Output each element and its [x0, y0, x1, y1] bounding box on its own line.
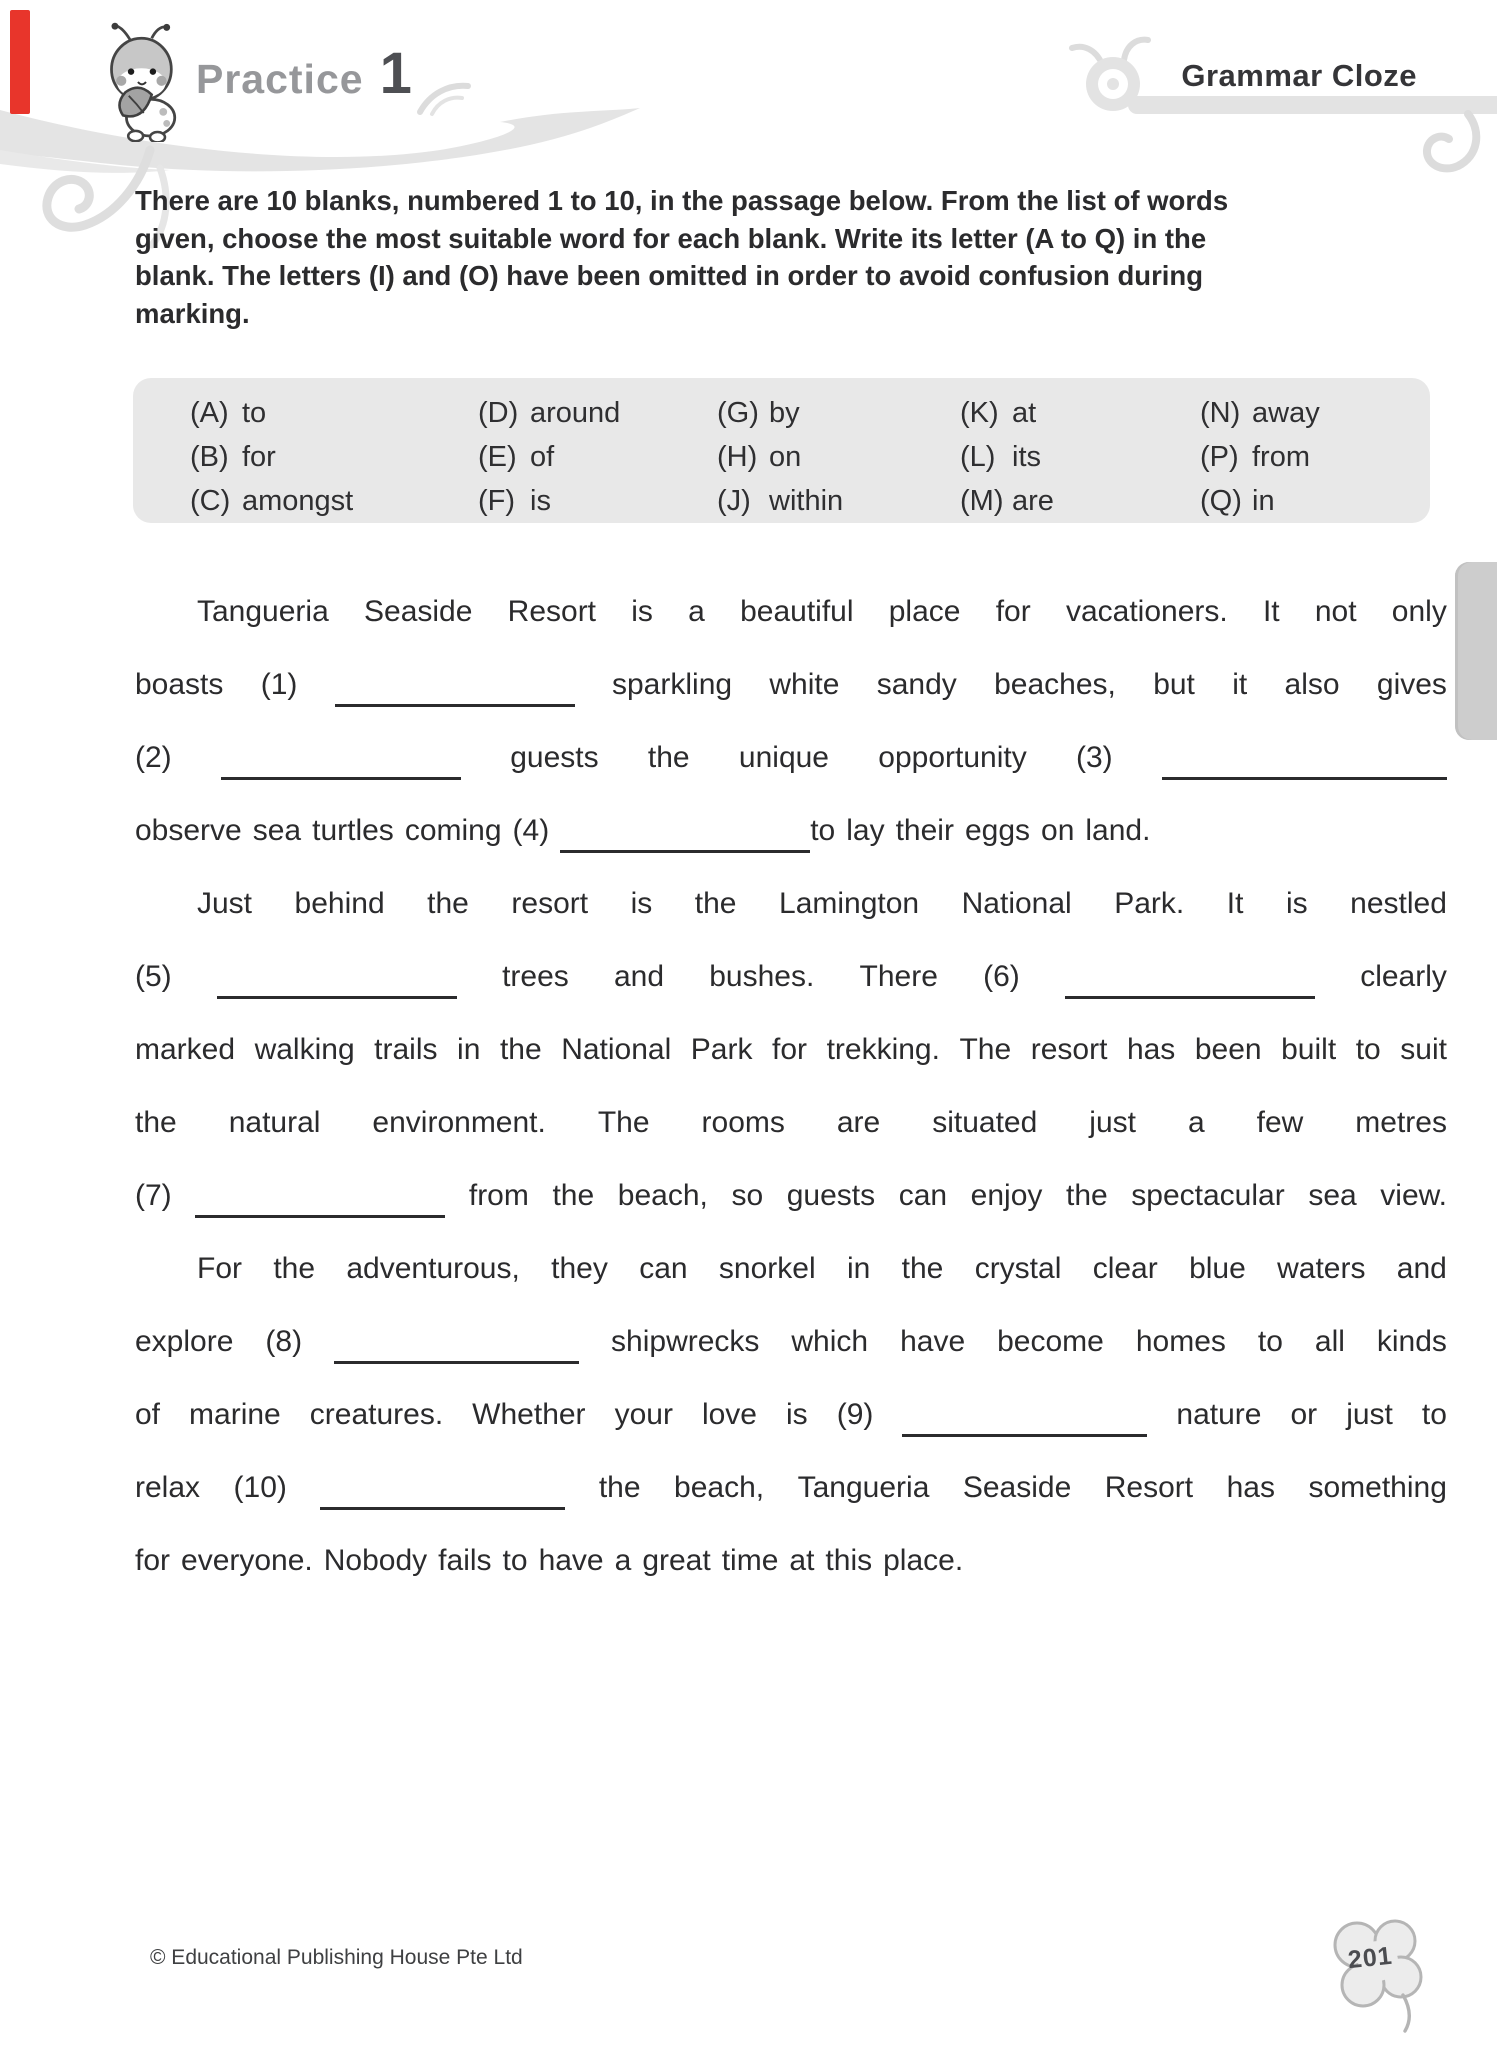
- passage-word: to: [810, 813, 836, 847]
- passage-word: the: [647, 740, 690, 774]
- passage-word: (10): [233, 1470, 287, 1504]
- passage-word: the: [694, 886, 737, 920]
- option-word: at: [1012, 396, 1037, 429]
- topic-title: Grammar Cloze: [1181, 58, 1417, 93]
- passage-word: guests: [786, 1178, 876, 1212]
- practice-label: Practice: [196, 56, 364, 102]
- passage-word: have: [900, 1324, 966, 1358]
- passage-word: this: [825, 1543, 873, 1577]
- passage-word: sea: [1308, 1178, 1357, 1212]
- passage-word: boasts: [135, 667, 224, 701]
- passage-word: Whether: [472, 1397, 586, 1431]
- answer-blank-9: [902, 1408, 1147, 1437]
- passage-word: place: [888, 594, 961, 628]
- passage-word: beautiful: [740, 594, 854, 628]
- option-letter: (H): [717, 440, 758, 473]
- passage-word: shipwrecks: [611, 1324, 760, 1358]
- answer-blank-4: [560, 824, 810, 853]
- word-bank-option: [1200, 397, 1430, 430]
- passage-word: to: [1355, 1032, 1381, 1066]
- passage-word: built: [1281, 1032, 1337, 1066]
- passage-word: It: [1226, 886, 1244, 920]
- passage-word: National: [961, 886, 1072, 920]
- option-letter: (Q): [1200, 484, 1242, 517]
- word-bank: [133, 378, 1430, 523]
- passage-word: a: [1187, 1105, 1205, 1139]
- passage-word: marine: [189, 1397, 281, 1431]
- option-letter: (F): [478, 484, 516, 517]
- passage-word: unique: [738, 740, 829, 774]
- passage-word: all: [1314, 1324, 1345, 1358]
- passage-word: for: [135, 1543, 171, 1577]
- passage-word: clear: [1092, 1251, 1158, 1285]
- word-bank-option: [190, 485, 478, 518]
- passage-word: sea: [252, 813, 302, 847]
- word-bank-option: [717, 397, 960, 430]
- passage-word: in: [846, 1251, 871, 1285]
- passage-word: white: [769, 667, 840, 701]
- passage-word: the: [273, 1251, 316, 1285]
- passage-word: gives: [1376, 667, 1447, 701]
- passage-word: their: [895, 813, 954, 847]
- option-letter: (E): [478, 440, 517, 473]
- passage-line: [135, 1013, 1447, 1086]
- option-letter: (G): [717, 396, 759, 429]
- passage-word: fails: [438, 1543, 492, 1577]
- passage-word: place.: [883, 1543, 964, 1577]
- option-word: in: [1252, 484, 1275, 517]
- passage-word: kinds: [1376, 1324, 1447, 1358]
- option-letter: (N): [1200, 396, 1241, 429]
- passage-word: metres: [1355, 1105, 1447, 1139]
- passage-word: vacationers.: [1065, 594, 1228, 628]
- passage-word: marked: [135, 1032, 236, 1066]
- option-letter: (J): [717, 484, 751, 517]
- passage-word: the: [499, 1032, 542, 1066]
- passage-word: just: [1089, 1105, 1136, 1139]
- passage-word: guests: [510, 740, 599, 774]
- passage-word: National: [561, 1032, 672, 1066]
- passage-word: snorkel: [718, 1251, 816, 1285]
- passage-word: nestled: [1350, 886, 1447, 920]
- answer-blank-5: [217, 970, 457, 999]
- word-bank-option: [717, 441, 960, 474]
- passage-word: for: [995, 594, 1031, 628]
- passage-word: Resort: [507, 594, 597, 628]
- passage-word: Seaside: [962, 1470, 1072, 1504]
- passage-word: Lamington: [779, 886, 920, 920]
- passage-word: behind: [294, 886, 385, 920]
- passage-word: The: [597, 1105, 650, 1139]
- passage-word: observe: [135, 813, 242, 847]
- passage-word: resort: [511, 886, 589, 920]
- answer-blank-6: [1065, 970, 1315, 999]
- passage-word: enjoy: [970, 1178, 1043, 1212]
- passage-word: trekking.: [826, 1032, 940, 1066]
- option-letter: (M): [960, 484, 1004, 517]
- passage-word: resort: [1030, 1032, 1108, 1066]
- word-bank-option: [478, 485, 717, 518]
- passage-word: nature: [1176, 1397, 1262, 1431]
- passage-word: waters: [1277, 1251, 1366, 1285]
- page-side-tab: [1455, 562, 1497, 740]
- passage-word: crystal: [974, 1251, 1062, 1285]
- passage-line: [135, 1086, 1447, 1159]
- option-word: amongst: [242, 484, 354, 517]
- passage-word: trails: [374, 1032, 438, 1066]
- option-letter: (L): [960, 440, 996, 473]
- passage-line: [135, 940, 1447, 1013]
- word-bank-option: [478, 441, 717, 474]
- passage-word: (1): [260, 667, 298, 701]
- passage-word: your: [614, 1397, 673, 1431]
- passage-word: everyone.: [181, 1543, 313, 1577]
- passage-word: For: [197, 1251, 242, 1285]
- passage-word: clearly: [1360, 959, 1447, 993]
- option-word: away: [1252, 396, 1320, 429]
- passage-word: lay: [846, 813, 885, 847]
- word-bank-option: [1200, 441, 1430, 474]
- passage-line: [135, 575, 1447, 648]
- passage-word: eggs: [964, 813, 1031, 847]
- passage-word: land.: [1085, 813, 1151, 847]
- option-word: on: [769, 440, 802, 473]
- caterpillar-mascot-icon: [100, 22, 192, 142]
- passage-word: and: [1396, 1251, 1447, 1285]
- page-title: [196, 40, 412, 107]
- passage-word: Tangueria: [197, 594, 329, 628]
- passage-line: [135, 794, 1447, 867]
- passage-word: sandy: [876, 667, 957, 701]
- passage-word: not: [1314, 594, 1357, 628]
- passage-word: turtles: [312, 813, 394, 847]
- passage-word: blue: [1189, 1251, 1246, 1285]
- passage-word: trees: [502, 959, 569, 993]
- word-bank-option: [960, 441, 1200, 474]
- instruction-line: marking.: [135, 297, 250, 329]
- option-letter: (D): [478, 396, 519, 429]
- option-word: its: [1012, 440, 1041, 473]
- passage-word: (3): [1076, 740, 1113, 774]
- passage-word: has: [1226, 1470, 1275, 1504]
- passage-word: from: [468, 1178, 529, 1212]
- passage-word: view.: [1380, 1178, 1447, 1212]
- passage-line: [135, 1232, 1447, 1305]
- passage-word: it: [1232, 667, 1248, 701]
- passage-word: so: [731, 1178, 764, 1212]
- passage-word: to: [1421, 1397, 1447, 1431]
- word-bank-option: [190, 441, 478, 474]
- instruction-line: blank. The letters (I) and (O) have been omitted in order to avoid confusion during: [135, 260, 1204, 291]
- passage-word: (7): [135, 1178, 172, 1212]
- copyright-text: © Educational Publishing House Pte Ltd: [150, 1946, 523, 1969]
- passage-word: can: [898, 1178, 948, 1212]
- passage-word: creatures.: [309, 1397, 444, 1431]
- passage-word: for: [772, 1032, 808, 1066]
- passage-word: rooms: [701, 1105, 785, 1139]
- passage-word: spectacular: [1131, 1178, 1285, 1212]
- option-word: from: [1252, 440, 1310, 473]
- passage-line: [135, 648, 1447, 721]
- passage-word: time: [721, 1543, 779, 1577]
- page-number: 201: [1346, 1941, 1395, 1975]
- answer-blank-10: [320, 1481, 565, 1510]
- passage-word: the: [598, 1470, 641, 1504]
- passage-word: can: [639, 1251, 688, 1285]
- passage-word: or: [1290, 1397, 1318, 1431]
- passage-word: beach,: [617, 1178, 708, 1212]
- passage-word: the: [552, 1178, 595, 1212]
- passage-word: beach,: [674, 1470, 765, 1504]
- passage-word: have: [538, 1543, 604, 1577]
- passage-word: explore: [135, 1324, 234, 1358]
- passage-word: There: [859, 959, 938, 993]
- word-bank-option: [1200, 485, 1430, 518]
- passage-word: only: [1391, 594, 1447, 628]
- passage-word: just: [1346, 1397, 1393, 1431]
- option-word: by: [769, 396, 800, 429]
- passage-word: a: [614, 1543, 632, 1577]
- passage-word: a: [688, 594, 705, 628]
- answer-blank-1: [335, 678, 575, 707]
- practice-number: 1: [379, 41, 412, 106]
- option-word: are: [1012, 484, 1054, 517]
- passage-word: opportunity: [878, 740, 1027, 774]
- word-bank-row: [190, 435, 1430, 479]
- page-edge-red-tab: [10, 10, 30, 114]
- answer-blank-3: [1162, 751, 1447, 780]
- passage-word: which: [791, 1324, 869, 1358]
- passage-word: is: [786, 1397, 808, 1431]
- passage-word: beaches,: [994, 667, 1116, 701]
- passage-word: to: [1257, 1324, 1283, 1358]
- passage-word: are: [836, 1105, 881, 1139]
- passage-word: but: [1153, 667, 1195, 701]
- instruction-line: given, choose the most suitable word for each blank. Write its letter (A to Q) in the: [135, 222, 1207, 254]
- passage-word: also: [1284, 667, 1340, 701]
- passage-word: (8): [265, 1324, 303, 1358]
- passage-line: [135, 1378, 1447, 1451]
- passage-word: The: [959, 1032, 1012, 1066]
- passage-word: (5): [135, 959, 172, 993]
- passage-line: [135, 867, 1447, 940]
- passage-word: the: [135, 1105, 177, 1139]
- option-letter: (P): [1200, 440, 1239, 473]
- passage-word: (4): [512, 813, 550, 847]
- passage-line: [135, 1524, 1447, 1597]
- passage-word: natural: [228, 1105, 321, 1139]
- passage-word: has: [1126, 1032, 1176, 1066]
- passage-word: something: [1308, 1470, 1447, 1504]
- passage-word: of: [135, 1397, 161, 1431]
- passage-word: Nobody: [323, 1543, 428, 1577]
- option-letter: (A): [190, 396, 229, 429]
- passage-word: homes: [1135, 1324, 1226, 1358]
- passage-word: Just: [197, 886, 253, 920]
- word-bank-option: [717, 485, 960, 518]
- word-bank-option: [190, 397, 478, 430]
- passage-word: great: [642, 1543, 711, 1577]
- passage-word: on: [1041, 813, 1075, 847]
- passage-word: coming: [404, 813, 502, 847]
- option-word: around: [530, 396, 621, 429]
- answer-blank-2: [221, 751, 461, 780]
- passage-word: become: [997, 1324, 1104, 1358]
- passage-word: is: [631, 594, 653, 628]
- passage-line: [135, 721, 1447, 794]
- option-letter: (C): [190, 484, 231, 517]
- cloze-passage: [135, 575, 1447, 1597]
- option-word: for: [242, 440, 276, 473]
- passage-word: (2): [135, 740, 172, 774]
- passage-word: situated: [932, 1105, 1038, 1139]
- passage-word: Park.: [1114, 886, 1185, 920]
- passage-word: they: [551, 1251, 608, 1285]
- passage-word: bushes.: [709, 959, 815, 993]
- passage-word: suit: [1400, 1032, 1447, 1066]
- passage-word: few: [1256, 1105, 1304, 1139]
- passage-word: Park: [690, 1032, 753, 1066]
- passage-word: is: [1285, 886, 1308, 920]
- word-bank-row: [190, 391, 1430, 435]
- word-bank-option: [478, 397, 717, 430]
- passage-word: environment.: [372, 1105, 546, 1139]
- passage-word: Resort: [1104, 1470, 1194, 1504]
- passage-word: (6): [983, 959, 1020, 993]
- option-letter: (B): [190, 440, 229, 473]
- passage-word: to: [502, 1543, 528, 1577]
- passage-line: [135, 1451, 1447, 1524]
- word-bank-option: [960, 397, 1200, 430]
- word-bank-option: [960, 485, 1200, 518]
- passage-word: relax: [135, 1470, 201, 1504]
- option-word: is: [530, 484, 551, 517]
- passage-word: sparkling: [612, 667, 733, 701]
- passage-word: and: [613, 959, 665, 993]
- passage-word: It: [1262, 594, 1280, 628]
- passage-word: the: [1065, 1178, 1108, 1212]
- instruction-line: There are 10 blanks, numbered 1 to 10, in the passage below. From the list of words: [135, 185, 1229, 216]
- word-bank-row: [190, 479, 1430, 523]
- option-word: of: [530, 440, 555, 473]
- passage-word: walking: [254, 1032, 355, 1066]
- passage-word: is: [630, 886, 653, 920]
- option-word: within: [769, 484, 844, 517]
- passage-word: Tangueria: [797, 1470, 930, 1504]
- passage-line: [135, 1159, 1447, 1232]
- passage-word: Seaside: [364, 594, 473, 628]
- passage-word: at: [789, 1543, 815, 1577]
- passage-word: the: [427, 886, 469, 920]
- passage-word: adventurous,: [346, 1251, 520, 1285]
- passage-word: (9): [836, 1397, 874, 1431]
- instructions: [135, 182, 1465, 332]
- passage-line: [135, 1305, 1447, 1378]
- answer-blank-8: [334, 1335, 579, 1364]
- passage-word: the: [901, 1251, 944, 1285]
- option-letter: (K): [960, 396, 999, 429]
- passage-word: love: [701, 1397, 757, 1431]
- option-word: to: [242, 396, 267, 429]
- answer-blank-7: [195, 1189, 445, 1218]
- passage-word: been: [1194, 1032, 1262, 1066]
- passage-word: in: [457, 1032, 481, 1066]
